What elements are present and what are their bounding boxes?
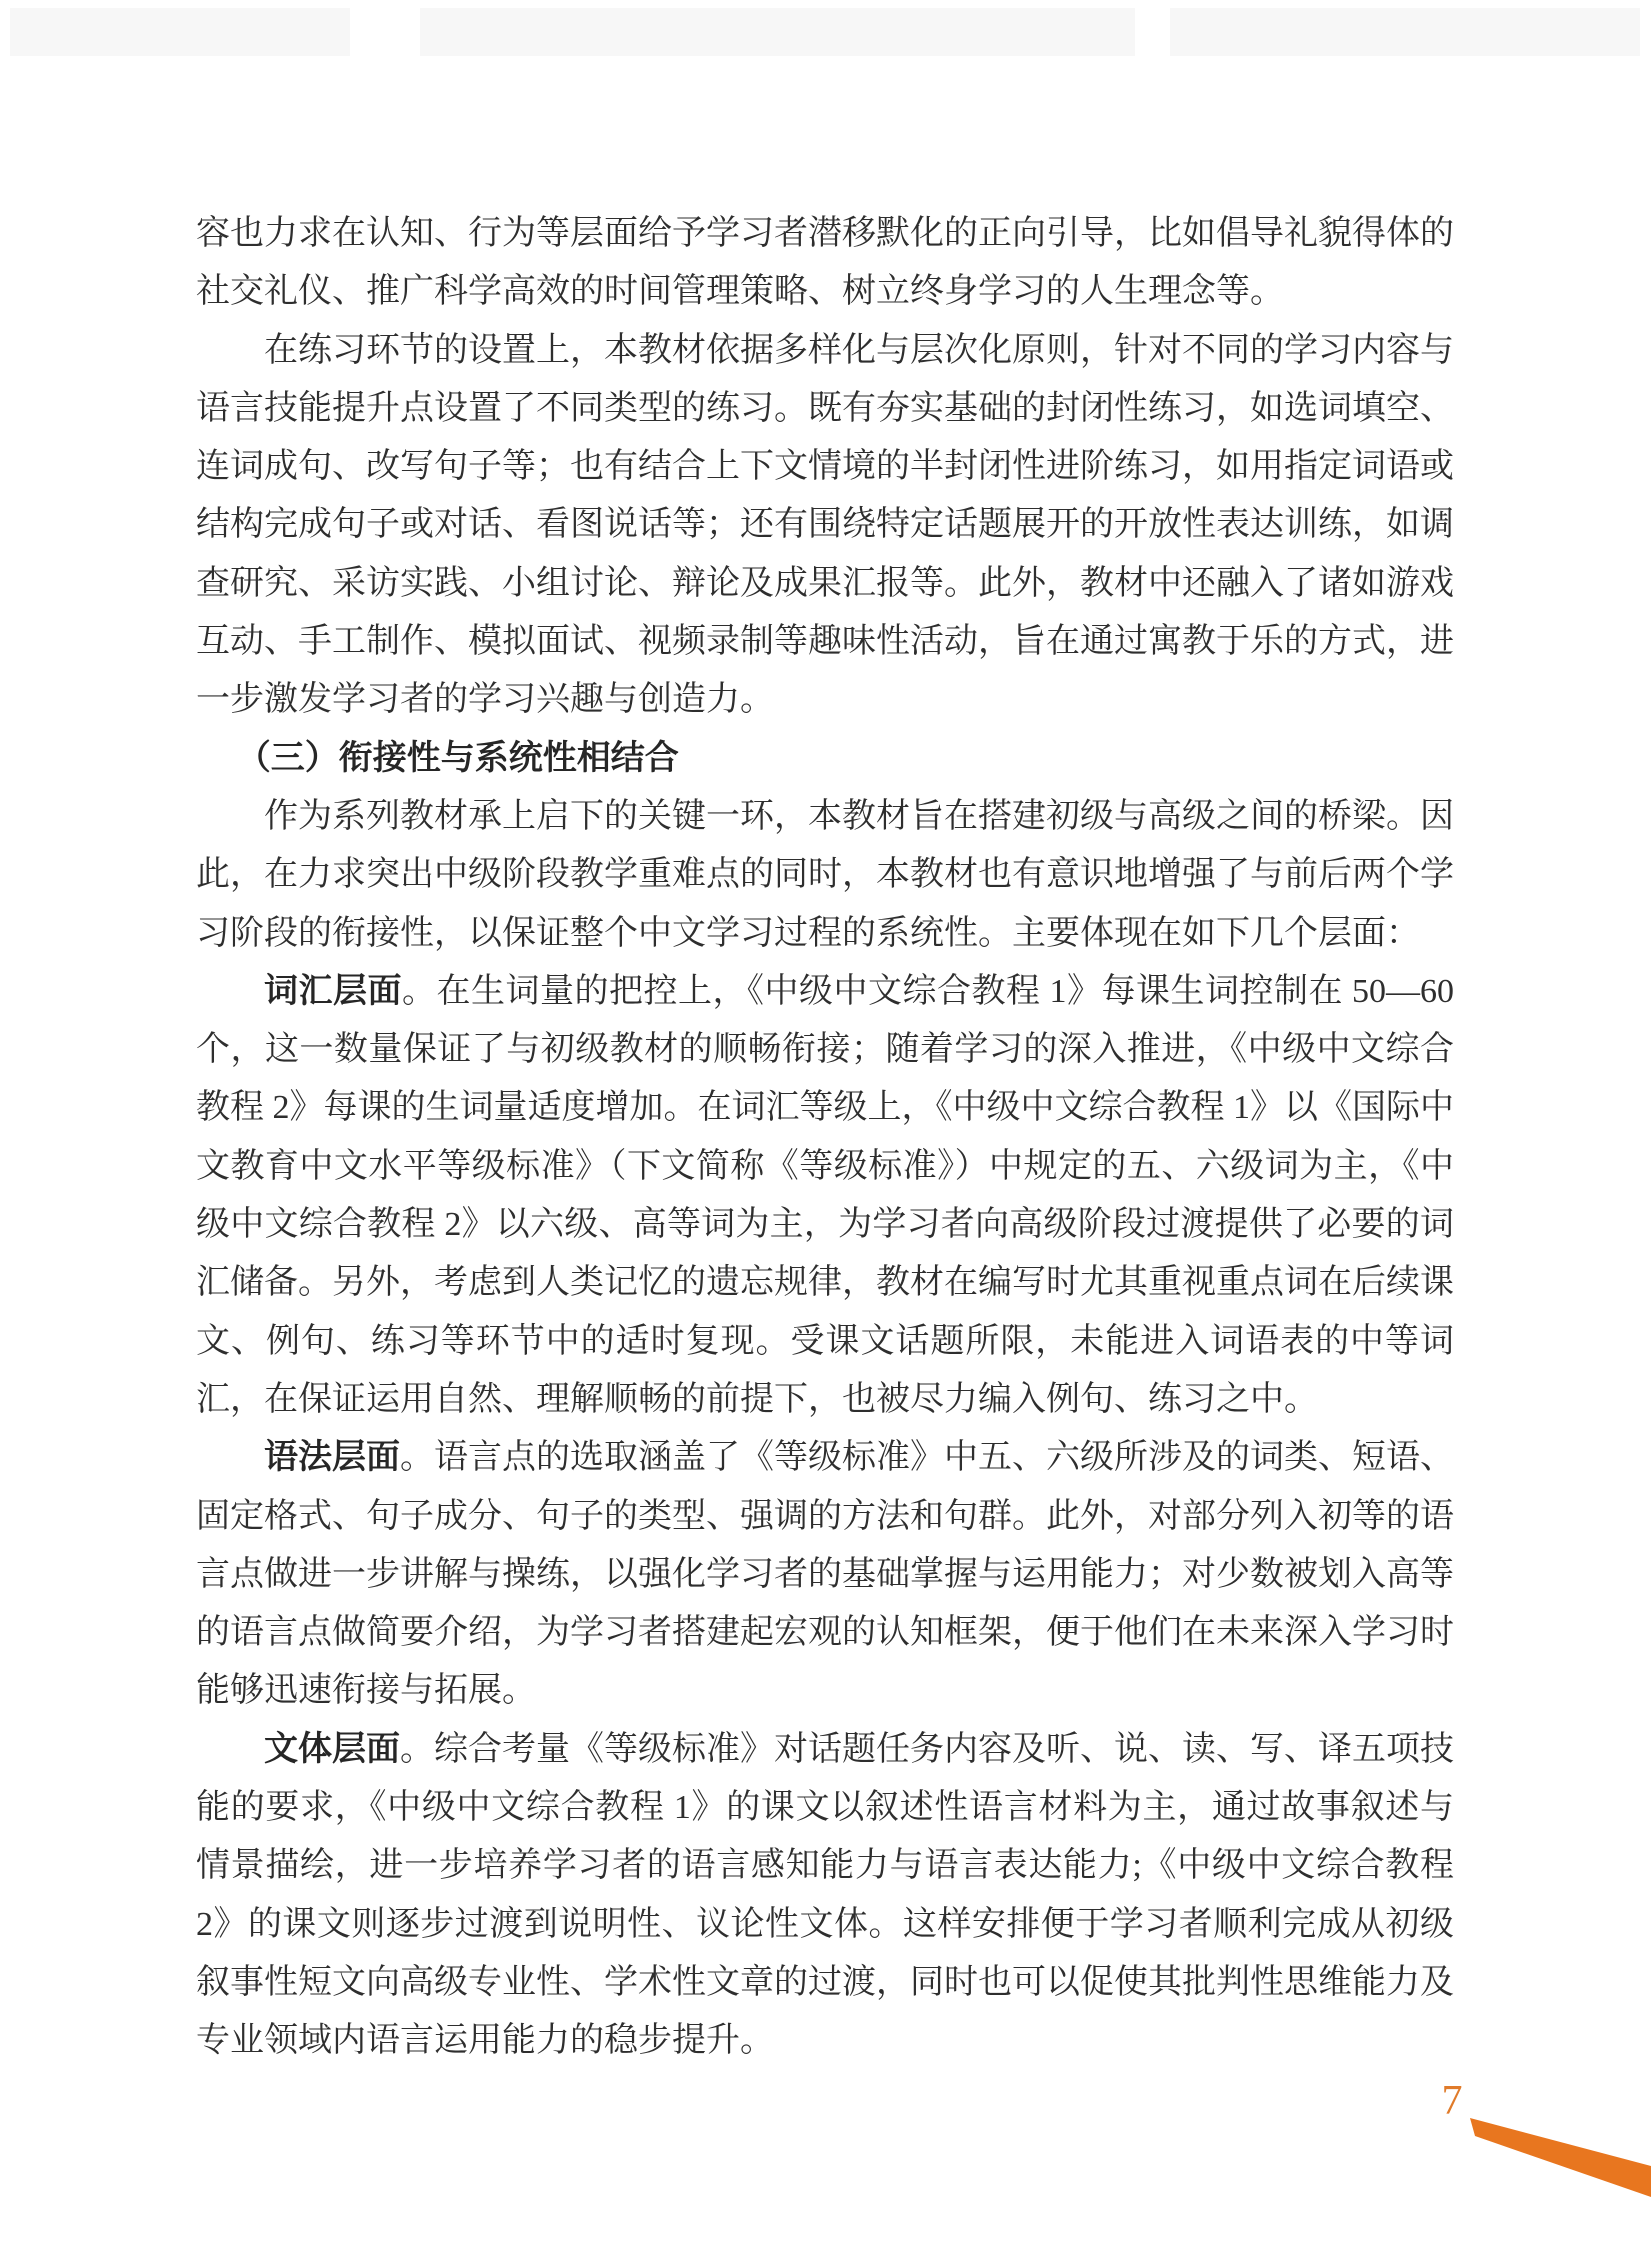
paragraph bbox=[196, 1721, 1454, 2071]
paragraph bbox=[196, 1429, 1454, 1720]
paragraph-lead: 词汇层面 bbox=[264, 972, 402, 1010]
scan-artifact bbox=[1170, 8, 1640, 56]
paragraph: 在练习环节的设置上，本教材依据多样化与层次化原则，针对不同的学习内容与语言技能提升点设置了不同类型的练习。既有夯实基础的封闭性练习，如选词填空、连词成句、改写句子等；也有结合上下文情境的半封闭性进阶练习，如用指定词语或结构完成句子或对话、看图说话等；还有围绕特定话题展开的开放性表达训练，如调查研究、采访实践、小组讨论、辩论及成果汇报等。此外，教材中还融入了诸如游戏互动、手工制作、模拟面试、视频录制等趣味性活动，旨在通过寓教于乐的方式，进一步激发学习者的学习兴趣与创造力。 bbox=[196, 331, 1454, 719]
section-heading: （三）衔接性与系统性相结合 bbox=[236, 739, 679, 777]
paragraph-text: 。综合考量《等级标准》对话题任务内容及听、说、读、写、译五项技能的要求，《中级中文综合教程 1》的课文以叙述性语言材料为主，通过故事叙述与情景描绘，进一步培养学习者的语言感知能力与语言表达能力;《中级中文综合教程 2》的课文则逐步过渡到说明性、议论性文体。这样安排便于学习者顺利完成从初级叙事性短文向高级专业性、学术性文章的过渡，同时也可以促使其批判性思维能力及专业领域内语言运用能力的稳步提升。 bbox=[196, 1730, 1454, 2060]
paragraph-text: 。在生词量的把控上，《中级中文综合教程 1》每课生词控制在 50—60 个，这一数量保证了与初级教材的顺畅衔接；随着学习的深入推进，《中级中文综合教程 2》每课的生词量适度增加。在词汇等级上，《中级中文综合教程 1》以《国际中文教育中文水平等级标准》（下文简称《等级标准》）中规定的五、六级词为主，《中级中文综合教程 2》以六级、高等词为主，为学习者向高级阶段过渡提供了必要的词汇储备。另外，考虑到人类记忆的遗忘规律，教材在编写时尤其重视重点词在后续课文、例句、练习等环节中的适时复现。受课文话题所限，未能进入词语表的中等词汇，在保证运用自然、理解顺畅的前提下，也被尽力编入例句、练习之中。 bbox=[196, 972, 1454, 1418]
paragraph-lead: 语法层面 bbox=[264, 1439, 400, 1477]
paragraph-lead: 文体层面 bbox=[264, 1730, 400, 1768]
paragraph: 容也力求在认知、行为等层面给予学习者潜移默化的正向引导，比如倡导礼貌得体的社交礼仪、推广科学高效的时间管理策略、树立终身学习的人生理念等。 bbox=[196, 215, 1454, 311]
paragraph: 作为系列教材承上启下的关键一环，本教材旨在搭建初级与高级之间的桥梁。因此，在力求突出中级阶段教学重难点的同时，本教材也有意识地增强了与前后两个学习阶段的衔接性，以保证整个中文学习过程的系统性。主要体现在如下几个层面： bbox=[196, 797, 1454, 952]
scan-artifact bbox=[420, 8, 1135, 56]
paragraph-text: 。语言点的选取涵盖了《等级标准》中五、六级所涉及的词类、短语、固定格式、句子成分、句子的类型、强调的方法和句群。此外，对部分列入初等的语言点做进一步讲解与操练，以强化学习者的基础掌握与运用能力；对少数被划入高等的语言点做简要介绍，为学习者搭建起宏观的认知框架，便于他们在未来深入学习时能够迅速衔接与拓展。 bbox=[196, 1439, 1454, 1710]
scan-artifact bbox=[10, 8, 350, 56]
page-number: 7 bbox=[1441, 2078, 1463, 2124]
body-text-block bbox=[196, 205, 1454, 2071]
paragraph bbox=[196, 963, 1454, 1429]
